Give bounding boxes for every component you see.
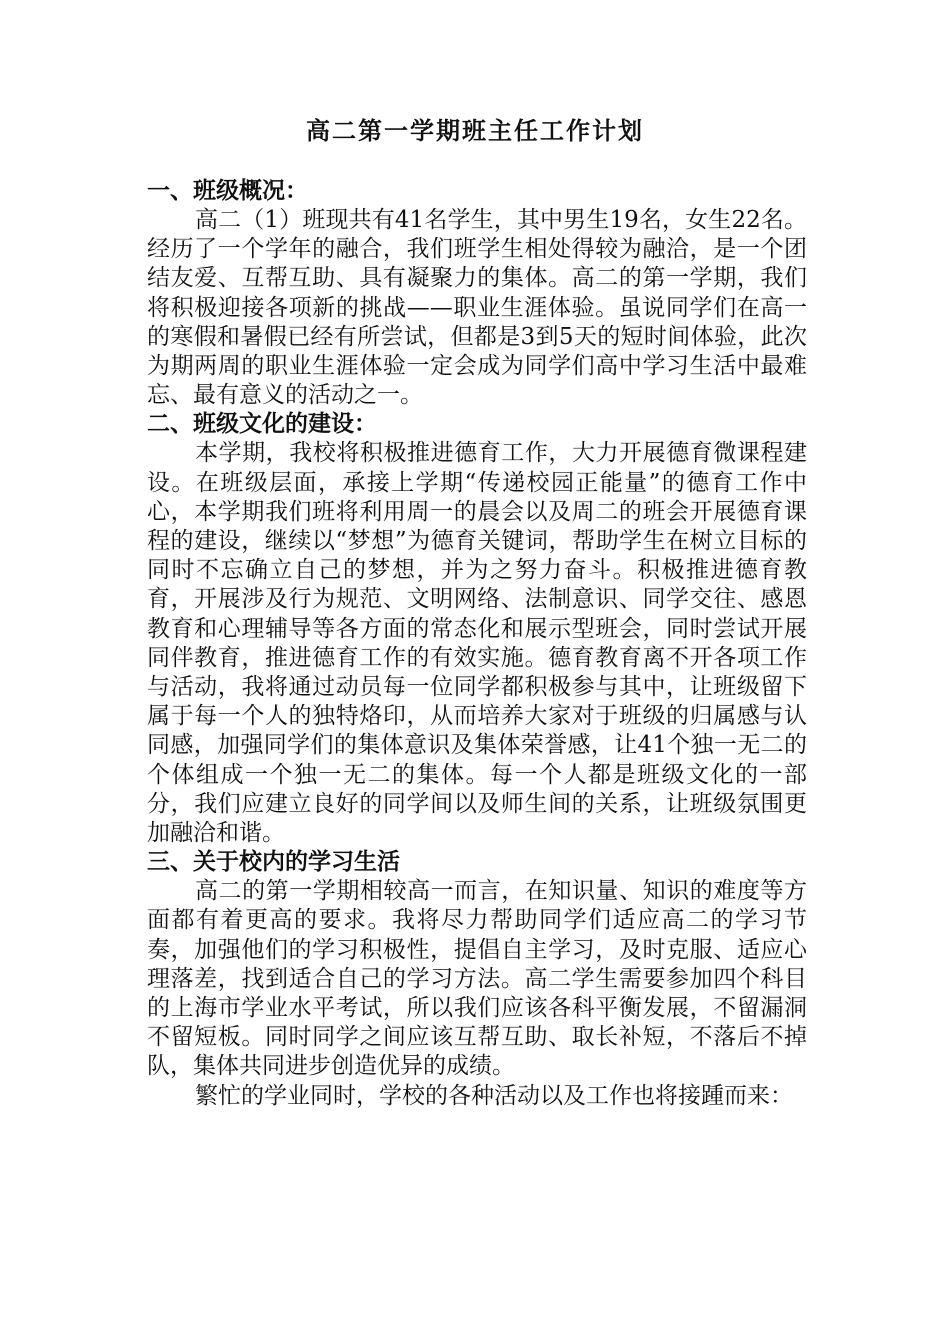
section-heading: 三、关于校内的学习生活 (147, 849, 400, 876)
paragraph: 繁忙的学业同时，学校的各种活动以及工作也将接踵而来： (195, 1082, 793, 1109)
paragraph: 高二的第一学期相较高一而言，在知识量、知识的难度等方面都有着更高的要求。我将尽力帮助同学们适应高二的学习节奏，加强他们的学习积极性，提倡自主学习，及时克服、适应心理落差，找到适合自己的学习方法。高二学生需要参加四个科目的上海市学业水平考试，所以我们应该各科平衡发展，不留漏洞不留短板。同时同学之间应该互帮互助、取长补短，不落后不掉队，集体共同进步创造优异的成绩。 (147, 878, 807, 1080)
page-title: 高二第一学期班主任工作计划 (306, 116, 644, 145)
section-school-study-life (147, 848, 807, 1111)
section-class-culture (147, 410, 807, 848)
document-body (147, 177, 807, 1111)
section-heading: 一、班级概况： (147, 178, 308, 204)
section-heading: 二、班级文化的建设： (147, 411, 377, 438)
section-class-overview (147, 177, 807, 410)
paragraph: 本学期，我校将积极推进德育工作，大力开展德育微课程建设。在班级层面，承接上学期“传递校园正能量”的德育工作中心，本学期我们班将利用周一的晨会以及周二的班会开展德育课程的建设，继续以“梦想”为德育关键词，帮助学生在树立目标的同时不忘确立自己的梦想，并为之努力奋斗。积极推进德育教育，开展涉及行为规范、文明网络、法制意识、同学交往、感恩教育和心理辅导等各方面的常态化和展示型班会，同时尝试开展同伴教育，推进德育工作的有效实施。德育教育离不开各项工作与活动，我将通过动员每一位同学都积极参与其中，让班级留下属于每一个人的独特烙印，从而培养大家对于班级的归属感与认同感，加强同学们的集体意识及集体荣誉感，让41个独一无二的个体组成一个独一无二的集体。每一个人都是班级文化的一部分，我们应建立良好的同学间以及师生间的关系，让班级氛围更加融洽和谐。 (147, 440, 807, 847)
paragraph: 高二（1）班现共有41名学生，其中男生19名，女生22名。经历了一个学年的融合，我们班学生相处得较为融洽，是一个团结友爱、互帮互助、具有凝聚力的集体。高二的第一学期，我们将积极迎接各项新的挑战——职业生涯体验。虽说同学们在高一的寒假和暑假已经有所尝试，但都是3到5天的短时间体验，此次为期两周的职业生涯体验一定会成为同学们高中学习生活中最难忘、最有意义的活动之一。 (147, 207, 807, 409)
